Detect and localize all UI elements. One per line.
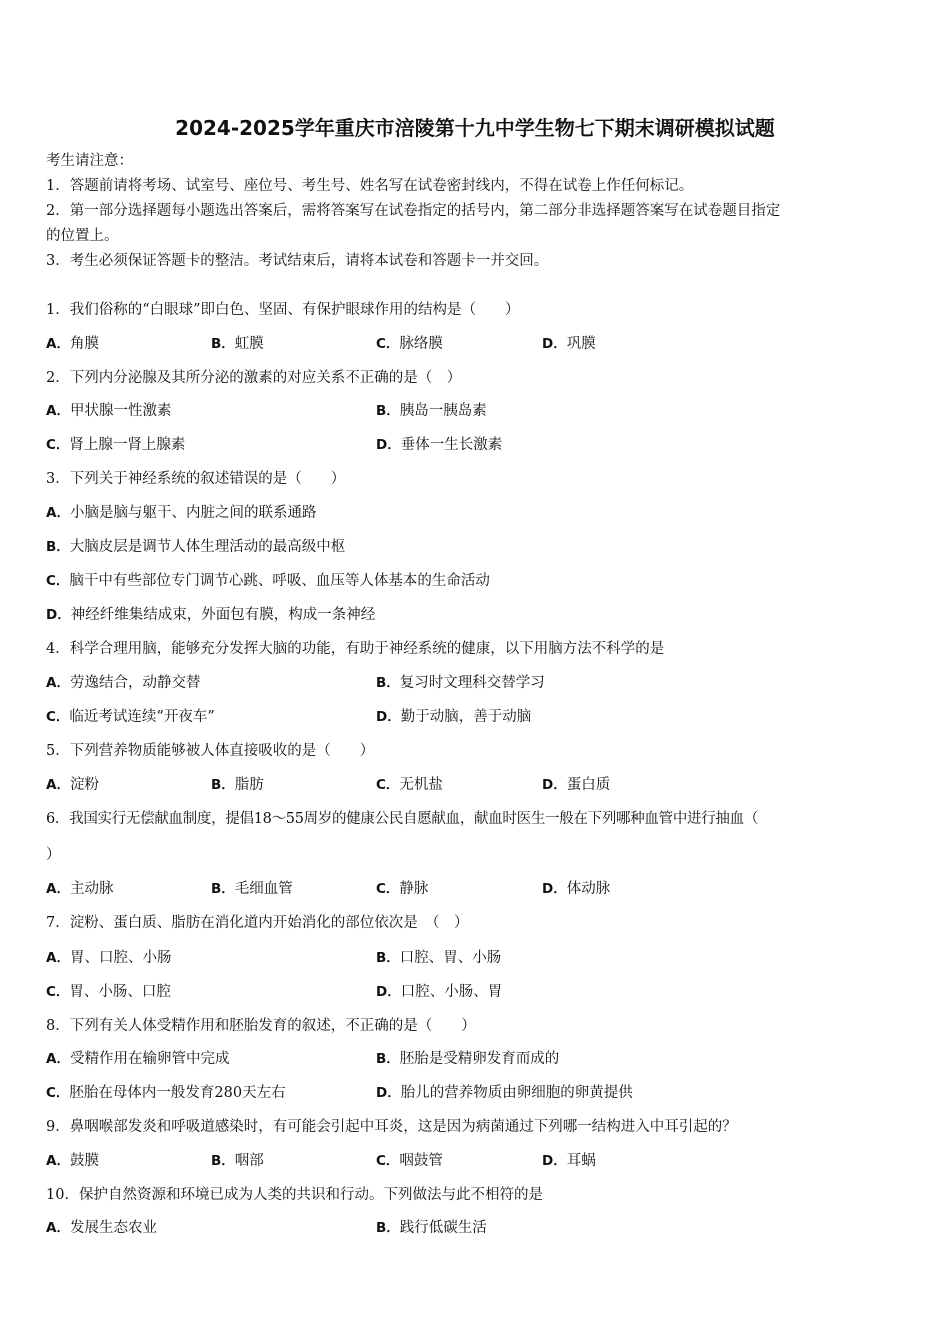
option-label: B． (376, 675, 400, 691)
option (46, 673, 200, 693)
option-text: 受精作用在输卵管中完成 (69, 1051, 230, 1067)
option-label: C． (46, 984, 70, 1000)
option-text: 践行低碳生活 (399, 1220, 487, 1236)
option (46, 401, 171, 421)
option (211, 334, 264, 354)
option-text: 胎儿的营养物质由卵细胞的卵黄提供 (400, 1085, 633, 1101)
option (376, 1083, 633, 1103)
question-stem: 5．下列营养物质能够被人体直接吸收的是（ ） (46, 743, 375, 759)
option (376, 435, 502, 455)
option (46, 503, 316, 523)
option-text: 毛细血管 (234, 881, 293, 897)
option (46, 334, 99, 354)
option (46, 948, 171, 968)
option (46, 605, 375, 625)
question-stem: 7．淀粉、蛋白质、脂肪在消化道内开始消化的部位依次是 （ ） (46, 915, 469, 931)
option (376, 1049, 559, 1069)
option-label: C． (376, 777, 400, 793)
option-label: A． (46, 403, 70, 419)
option (46, 1218, 157, 1238)
option-label: A． (46, 950, 70, 966)
option-label: A． (46, 1051, 70, 1067)
option-text: 发展生态农业 (69, 1220, 157, 1236)
option-label: B． (46, 539, 70, 555)
option (376, 401, 487, 421)
option (376, 948, 501, 968)
option (542, 775, 610, 795)
option-text: 肾上腺一肾上腺素 (69, 437, 186, 453)
question-stem: 9．鼻咽喉部发炎和呼吸道感染时，有可能会引起中耳炎，这是因为病菌通过下列哪一结构进入中耳引起的？ (46, 1119, 737, 1135)
option-label: B． (376, 1051, 400, 1067)
option-text: 复习时文理科交替学习 (399, 675, 545, 691)
option-label: C． (46, 709, 70, 725)
option (46, 707, 215, 727)
option (376, 334, 443, 354)
option-label: B． (376, 950, 400, 966)
option-text: 胚胎在母体内一般发育280天左右 (69, 1085, 286, 1101)
option-label: D． (542, 336, 567, 352)
option-text: 巩膜 (566, 336, 596, 352)
notice-item: 1．答题前请将考场、试室号、座位号、考生号、姓名写在试卷密封线内，不得在试卷上作任何标记。 (46, 178, 694, 194)
option (46, 571, 490, 591)
option-label: B． (211, 1153, 235, 1169)
option-label: B． (211, 881, 235, 897)
option-label: A． (46, 1220, 70, 1236)
option-label: D． (542, 1153, 567, 1169)
option-text: 胰岛一胰岛素 (399, 403, 487, 419)
option-text: 脂肪 (234, 777, 264, 793)
notice-item: 3．考生必须保证答题卡的整洁。考试结束后，请将本试卷和答题卡一并交回。 (46, 253, 549, 269)
option (211, 1151, 264, 1171)
option-text: 小脑是脑与躯干、内脏之间的联系通路 (69, 505, 317, 521)
option (211, 775, 264, 795)
option-text: 咽鼓管 (399, 1153, 443, 1169)
option-text: 临近考试连续“开夜车” (69, 709, 215, 725)
option-text: 脑干中有些部位专门调节心跳、呼吸、血压等人体基本的生命活动 (69, 573, 490, 589)
option-label: B． (211, 336, 235, 352)
option-label: D． (376, 709, 401, 725)
page-title: 2024-2025学年重庆市涪陵第十九中学生物七下期末调研模拟试题 (175, 116, 775, 140)
option (376, 707, 531, 727)
option-label: C． (46, 1085, 70, 1101)
option-label: C． (376, 1153, 400, 1169)
option-label: D． (46, 607, 71, 623)
option-label: D． (376, 984, 401, 1000)
option (376, 673, 545, 693)
option-label: C． (376, 881, 400, 897)
option (46, 1151, 99, 1171)
option (46, 1049, 229, 1069)
question-stem-continued: ） (46, 847, 61, 863)
question-stem: 1．我们俗称的“白眼球”即白色、坚固、有保护眼球作用的结构是（ ） (46, 302, 520, 318)
option-label: C． (376, 336, 400, 352)
option-label: C． (46, 573, 70, 589)
option-text: 淀粉 (69, 777, 99, 793)
option (376, 1151, 443, 1171)
option-label: D． (376, 437, 401, 453)
option-label: A． (46, 675, 70, 691)
option-text: 胃、口腔、小肠 (69, 950, 172, 966)
option-text: 神经纤维集结成束，外面包有膜，构成一条神经 (70, 607, 376, 623)
option (376, 1218, 487, 1238)
option (542, 1151, 596, 1171)
option-text: 蛋白质 (566, 777, 611, 793)
option (542, 334, 596, 354)
option-text: 主动脉 (69, 881, 114, 897)
notice-item: 2．第一部分选择题每小题选出答案后，需将答案写在试卷指定的括号内，第二部分非选择题答案写在试卷题目指定 (46, 203, 781, 219)
option-text: 甲状腺一性激素 (69, 403, 172, 419)
question-stem: 4．科学合理用脑，能够充分发挥大脑的功能，有助于神经系统的健康，以下用脑方法不科学的是 (46, 641, 665, 657)
option (376, 982, 502, 1002)
option (376, 879, 428, 899)
question-stem: 2．下列内分泌腺及其所分泌的激素的对应关系不正确的是（ ） (46, 370, 462, 386)
option-text: 体动脉 (566, 881, 611, 897)
option-text: 无机盐 (399, 777, 443, 793)
option-text: 角膜 (69, 336, 99, 352)
option-text: 胃、小肠、口腔 (69, 984, 171, 1000)
option-text: 咽部 (234, 1153, 264, 1169)
option (46, 775, 99, 795)
option-text: 勤于动脑，善于动脑 (400, 709, 532, 725)
option-text: 脉络膜 (399, 336, 443, 352)
option-label: D． (542, 777, 567, 793)
option-label: D． (376, 1085, 401, 1101)
option-text: 垂体一生长激素 (400, 437, 503, 453)
option (542, 879, 610, 899)
notice-heading: 考生请注意： (46, 153, 133, 169)
option (46, 537, 345, 557)
option-text: 耳蜗 (566, 1153, 596, 1169)
option (46, 1083, 286, 1103)
question-stem: 6．我国实行无偿献血制度，提倡18～55周岁的健康公民自愿献血，献血时医生一般在下列哪种血管中进行抽血（ (46, 811, 759, 827)
option-text: 胚胎是受精卵发育而成的 (399, 1051, 560, 1067)
option-text: 口腔、小肠、胃 (400, 984, 503, 1000)
option-label: B． (376, 1220, 400, 1236)
option (46, 982, 171, 1002)
option-label: B． (211, 777, 235, 793)
option-text: 虹膜 (234, 336, 264, 352)
option-text: 静脉 (399, 881, 429, 897)
option-label: A． (46, 777, 70, 793)
question-stem: 3．下列关于神经系统的叙述错误的是（ ） (46, 471, 346, 487)
option-label: A． (46, 336, 70, 352)
option (46, 879, 113, 899)
option-text: 大脑皮层是调节人体生理活动的最高级中枢 (69, 539, 346, 555)
option-label: A． (46, 505, 70, 521)
option-label: A． (46, 881, 70, 897)
option (46, 435, 185, 455)
question-stem: 10．保护自然资源和环境已成为人类的共识和行动。下列做法与此不相符的是 (46, 1187, 543, 1203)
question-stem: 8．下列有关人体受精作用和胚胎发育的叙述，不正确的是（ ） (46, 1018, 476, 1034)
option-text: 鼓膜 (69, 1153, 99, 1169)
option-label: B． (376, 403, 400, 419)
option-text: 劳逸结合，动静交替 (69, 675, 201, 691)
option-label: A． (46, 1153, 70, 1169)
option (376, 775, 443, 795)
option (211, 879, 293, 899)
option-label: C． (46, 437, 70, 453)
option-text: 口腔、胃、小肠 (399, 950, 502, 966)
notice-item: 的位置上。 (46, 228, 119, 244)
option-label: D． (542, 881, 567, 897)
